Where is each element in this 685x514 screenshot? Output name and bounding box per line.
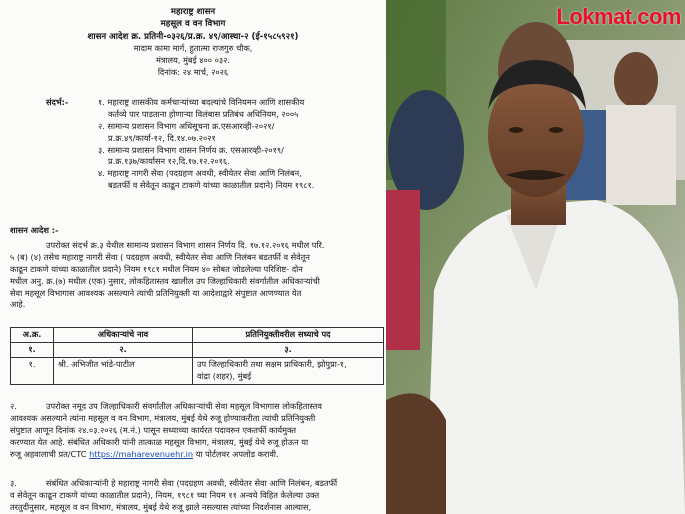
bystander-right-head: [614, 52, 658, 108]
table-row: [11, 357, 384, 384]
lokmat-logo: [556, 4, 681, 30]
paragraph-line: आहे.: [10, 299, 26, 310]
reference-line: प्र.क्र.४९/कार्या-१२, दि.१४.०७.२०२१: [108, 132, 216, 143]
paragraph-line: संपुष्टात आणून दिनांक २४.०३.२०२६ (म.नं.) पासून सध्याच्या कार्यरत पदावरुन एकतर्फी कार्यमुक्त: [10, 424, 297, 435]
cell-current-post: [193, 357, 384, 384]
paragraph-line: आवश्यक असल्याने त्यांना महसूल व वन विभाग, मंत्रालय, मुंबई येथे रुजू होण्याकरीता त्यांची प्रतिनियुक्ती: [10, 412, 316, 423]
portal-link[interactable]: https://maharevenuehr.in: [89, 448, 194, 459]
column-header-post: प्रतिनियुक्तीवरील सध्याचे पद: [193, 328, 384, 343]
bystander-right-shirt: [606, 105, 676, 205]
escort-arm: [386, 393, 446, 514]
paragraph-line: काढून टाकणे यांच्या काळातील प्रदाने) नियम १९८१ मधील नियम ४० सोबत जोडलेल्या परिशिष्ट- दोन: [10, 263, 303, 274]
paragraph-first-line: [10, 401, 382, 413]
column-number: १.: [11, 342, 54, 357]
reference-line: प्र.क्र.१३७/कार्यासन १२,दि.१७.१२.२०१६.: [108, 156, 230, 167]
reference-line: बडतर्फी व सेवेतून काढून टाकणे यांच्या काळातील प्रदाने) नियम १९८१.: [108, 180, 315, 191]
cell-sno: १.: [11, 357, 54, 384]
header-order-number: शासन आदेश क्र. प्रतिनी-०३२६/प्र.क्र. ४९/आस्था-२ (ई-१५८५९२१): [87, 31, 299, 42]
column-number: २.: [54, 342, 193, 357]
reference-line: २. सामान्य प्रशासन विभाग अधिसूचना क्र.एसआरव्ही-२०२१/: [98, 120, 275, 131]
paragraph-line: उपरोक्त नमूद उप जिल्हाधिकारी संवर्गातील अधिकाऱ्यांची सेवा महसूल विभागास लोकहितास्तव: [46, 401, 322, 411]
paragraph-line: ५ (ब) (४) तसेच महाराष्ट्र नागरी सेवा ( पदग्रहण अवधी, स्वीयेतर सेवा आणि निलंबन बडतर्फी व सेवेतून: [10, 251, 310, 262]
order-heading: शासन आदेश :-: [10, 225, 59, 235]
document-header: [0, 6, 386, 79]
link-prefix-text: रुजू अहवालाची प्रत/CTC: [10, 448, 90, 459]
bystander-red-shirt: [386, 190, 420, 350]
post-line: वांद्रा (शहर), मुंबई: [197, 370, 252, 381]
officer-shirt: [426, 200, 685, 514]
paragraph-first-line: [10, 478, 382, 490]
paragraph-line: व सेवेतून काढून टाकणे यांच्या काळातील प्रदाने), नियम, १९८१ च्या नियम ११ अन्वये विहित केलेल्या उक्त: [10, 489, 320, 500]
news-photo: [386, 0, 685, 514]
officer-eye-right: [549, 127, 563, 133]
header-state: महाराष्ट्र शासन: [170, 7, 216, 17]
references-list: [98, 97, 386, 192]
table-number-row: [11, 342, 384, 357]
reference-line: ३. सामान्य प्रशासन विभाग शासन निर्णय क्र. एसआरव्ही-२०१९/: [98, 144, 284, 155]
order-paragraph-1: [10, 240, 382, 311]
link-suffix-text: या पोर्टलवर अपलोड करावी.: [193, 448, 279, 459]
header-address-1: मादाम कामा मार्ग, हुतात्मा राजगुरु चौक,: [133, 43, 253, 54]
paragraph-number: २.: [10, 401, 17, 411]
references-label: संदर्भ:-: [46, 97, 69, 107]
reference-line: कर्तव्ये पार पाडताना होणाऱ्या विलंबास प्रतिबंध अधिनियम, २००५: [108, 108, 299, 119]
table-header-row: [11, 328, 384, 343]
header-address-2: मंत्रालय, मुंबई ४०० ०३२.: [156, 55, 230, 66]
header-department: महसूल व वन विभाग: [160, 19, 226, 30]
paragraph-line-with-link: [10, 449, 382, 461]
order-paragraph-3: [10, 478, 382, 514]
order-paragraph-2: [10, 401, 382, 460]
column-header-name: अधिकाऱ्यांचे नाव: [54, 328, 193, 343]
officer-eye-left: [509, 127, 523, 133]
column-number: ३.: [193, 342, 384, 357]
paragraph-line: करण्यात येत आहे. संबंधित अधिकारी यांनी तात्काळ महसूल विभाग, मंत्रालय, मुंबई येथे रुजू होऊन या: [10, 436, 309, 447]
paragraph-line: मधील अनु. क्र.(७) मधील (एक) नुसार, लोकहितास्तव खालील उप जिल्हाधिकारी संवर्गातील अधिकाऱ्यांची: [10, 275, 320, 286]
logo-suffix: .com: [631, 4, 681, 29]
cell-officer-name: श्री. अभिजीत भांडे-पाटील: [54, 357, 193, 384]
logo-text: Lokmat: [556, 4, 632, 29]
paragraph-line: सेवा महसूल विभागास आवश्यक असल्याने त्यांची प्रतिनियुक्ती या आदेशाद्वारे संपुष्टात आणण्यात येत: [10, 287, 302, 298]
officer-photo-illustration: [386, 0, 685, 514]
paragraph-line: तरतुदीनुसार, महसूल व वन विभाग, मंत्रालय, मुंबई येथे रुजू झाले नसल्यास त्यांच्या निदर्शनास आल्यास,: [10, 501, 312, 512]
post-line: उप जिल्हाधिकारी तथा सक्षम प्राधिकारी, झोपुप्रा-१,: [197, 358, 347, 369]
reference-line: १. महाराष्ट्र शासकीय कर्मचाऱ्यांच्या बदल्यांचे विनियमन आणि शासकीय: [98, 97, 305, 107]
officer-table: [10, 327, 384, 385]
paragraph-line: संबंधित अधिकाऱ्यांनी हे महाराष्ट्र नागरी सेवा (पदग्रहण अवधी, स्वीयेतर सेवा आणि निलंबन, बडतर्फी: [46, 478, 338, 488]
reference-line: ४. महाराष्ट्र नागरी सेवा (पदग्रहण अवधी, स्वीयेतर सेवा आणि निलंबन,: [98, 168, 302, 179]
paragraph-line: उपरोक्त संदर्भ क्र.३ येथील सामान्य प्रशासन विभाग शासन निर्णय दि. १७.१२.२०१६ मधील परि.: [46, 240, 325, 250]
header-date: दिनांक: २४ मार्च, २०२६: [157, 67, 229, 78]
column-header-sno: अ.क्र.: [11, 328, 54, 343]
paragraph-number: ३.: [10, 478, 17, 488]
